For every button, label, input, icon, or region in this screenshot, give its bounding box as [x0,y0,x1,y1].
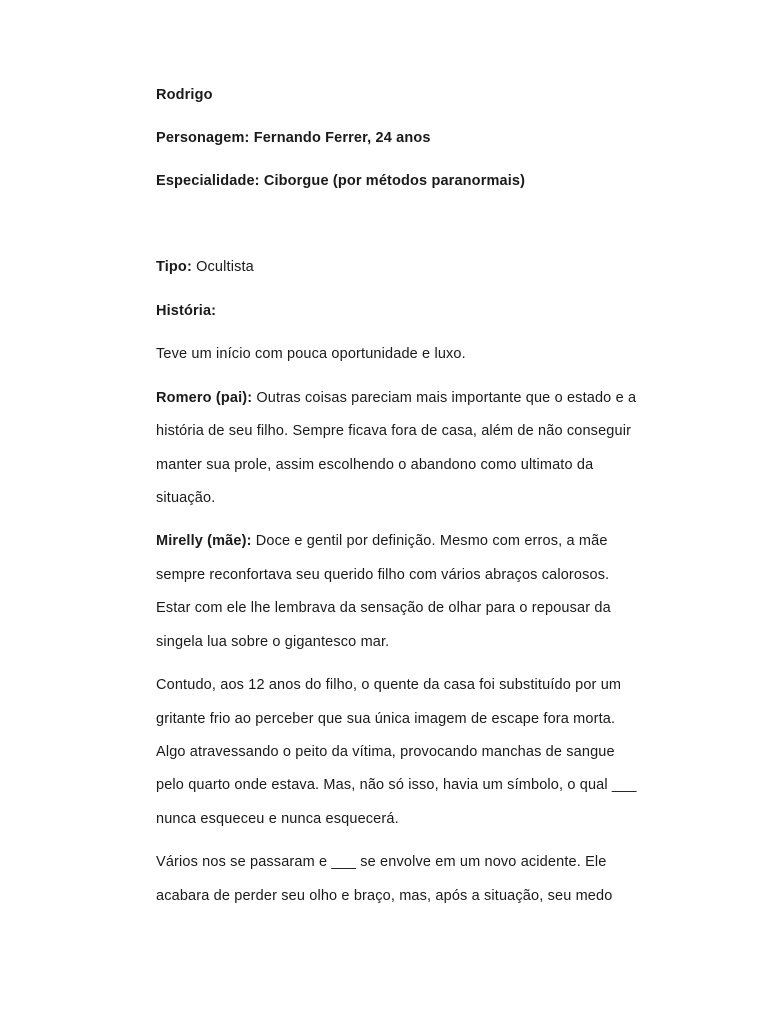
contudo-line-4: pelo quarto onde estava. Mas, não só isso, havia um símbolo, o qual ___ [156,777,637,793]
mirelly-line-4: singela lua sobre o gigantesco mar. [156,634,390,650]
romero-text-1: Outras coisas pareciam mais importante que o estado e a [252,390,637,406]
mirelly-label: Mirelly (mãe): [156,533,252,549]
type-label: Tipo: [156,259,192,275]
romero-line-4: situação. [156,490,216,506]
specialty-line: Especialidade: Ciborgue (por métodos paranormais) [156,173,526,189]
varios-line-2: acabara de perder seu olho e braço, mas, após a situação, seu medo [156,888,613,904]
mirelly-line-3: Estar com ele lhe lembrava da sensação de olhar para o repousar da [156,600,611,616]
type-value: Ocultista [191,259,254,275]
contudo-line-3: Algo atravessando o peito da vítima, provocando manchas de sangue [156,744,615,760]
varios-line-1: Vários nos se passaram e ___ se envolve em um novo acidente. Ele [156,854,607,870]
contudo-line-2: gritante frio ao perceber que sua única imagem de escape fora morta. [156,711,616,727]
history-intro: Teve um início com pouca oportunidade e luxo. [156,346,466,362]
romero-line-3: manter sua prole, assim escolhendo o abandono como ultimato da [156,457,594,473]
type-line [156,258,254,276]
contudo-line-5: nunca esqueceu e nunca esquecerá. [156,811,399,827]
mirelly-text-1: Doce e gentil por definição. Mesmo com erros, a mãe [251,533,608,549]
romero-line-2: história de seu filho. Sempre ficava fora de casa, além de não conseguir [156,423,632,439]
history-heading: História: [156,303,217,319]
mirelly-line-1 [156,532,608,550]
contudo-line-1: Contudo, aos 12 anos do filho, o quente da casa foi substituído por um [156,677,622,693]
mirelly-line-2: sempre reconfortava seu querido filho com vários abraços calorosos. [156,567,610,583]
romero-line-1 [156,389,636,407]
romero-label: Romero (pai): [156,390,253,406]
character-line: Personagem: Fernando Ferrer, 24 anos [156,130,431,146]
author-name: Rodrigo [156,87,213,103]
